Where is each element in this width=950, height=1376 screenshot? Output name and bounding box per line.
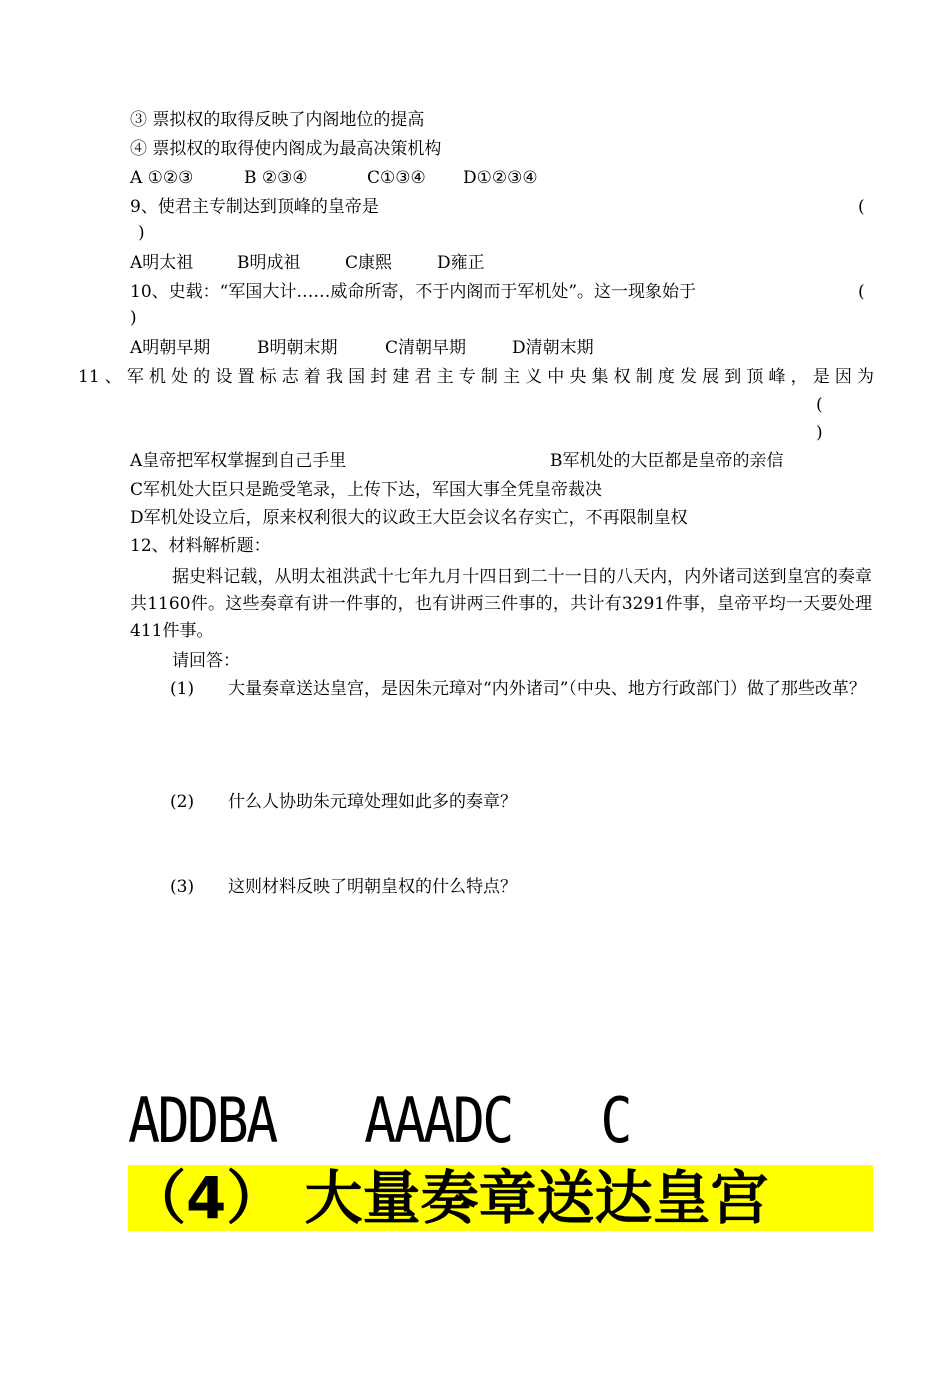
q10-option-c: C清朝早期 (385, 338, 467, 358)
statement-4: ④ 票拟权的取得使内阁成为最高决策机构 (130, 139, 442, 159)
q9-stem: 9、使君主专制达到顶峰的皇帝是 (130, 197, 379, 217)
q9-option-d: D雍正 (437, 253, 485, 273)
q11-option-c: C军机处大臣只是跪受笔录，上传下达，军国大事全凭皇帝裁决 (130, 480, 603, 500)
subquestion-2-text: 什么人协助朱元璋处理如此多的奏章？ (228, 792, 517, 812)
q10-paren-close: ) (130, 308, 137, 328)
q12-material: 据史料记载，从明太祖洪武十七年九月十四日到二十一日的八天内，内外诸司送到皇宫的奏章共1160件。这些奏章有讲一件事的，也有讲两三件事的，共计有3291件事，皇帝平均一天要处理411件事。 (130, 567, 872, 641)
subquestion-1-number: (1) (170, 679, 195, 699)
q10-stem: 10、史载：“军国大计……威命所寄，不于内阁而于军机处”。这一现象始于 (130, 282, 697, 302)
q11-option-b: B军机处的大臣都是皇帝的亲信 (550, 451, 784, 471)
subquestion-2-number: (2) (170, 792, 195, 812)
q10-option-d: D清朝末期 (512, 338, 594, 358)
q9-option-a: A明太祖 (130, 253, 194, 273)
subquestion-1-text: 大量奏章送达皇宫，是因朱元璋对“内外诸司”（中央、地方行政部门）做了那些改革？ (228, 679, 866, 699)
q11-option-a: A皇帝把军权掌握到自己手里 (130, 451, 347, 471)
q11-paren-close: ) (816, 423, 823, 443)
q12-prompt: 请回答： (172, 651, 240, 671)
q12-title: 12、材料解析题： (130, 536, 271, 556)
q8-option-d: D①②③④ (463, 168, 538, 188)
q8-option-b: B ②③④ (244, 168, 308, 188)
q10-option-b: B明朝末期 (257, 338, 338, 358)
q8-option-a: A ①②③ (130, 168, 194, 188)
q11-option-d: D军机处设立后，原来权利很大的议政王大臣会议名存实亡，不再限制皇权 (130, 508, 688, 528)
highlighted-answer-text: （4） 大量奏章送达皇宫 (128, 1164, 769, 1232)
q9-option-b: B明成祖 (237, 253, 301, 273)
answer-key: ADDBA AAADC C (128, 1084, 630, 1157)
highlighted-answer-block (128, 1165, 873, 1231)
q10-paren-open: ( (858, 282, 865, 302)
q11-paren-open: ( (816, 395, 823, 415)
q10-option-a: A明朝早期 (130, 338, 211, 358)
q11-stem: 11、军机处的设置标志着我国封建君主专制主义中央集权制度发展到顶峰，是因为 (78, 367, 874, 387)
statement-3: ③ 票拟权的取得反映了内阁地位的提高 (130, 110, 425, 130)
q9-paren-close: ) (138, 223, 145, 243)
q9-paren-open: ( (858, 197, 865, 217)
q8-option-c: C①③④ (367, 168, 426, 188)
subquestion-3-number: (3) (170, 877, 195, 897)
q9-option-c: C康熙 (345, 253, 393, 273)
subquestion-3-text: 这则材料反映了明朝皇权的什么特点？ (228, 877, 517, 897)
